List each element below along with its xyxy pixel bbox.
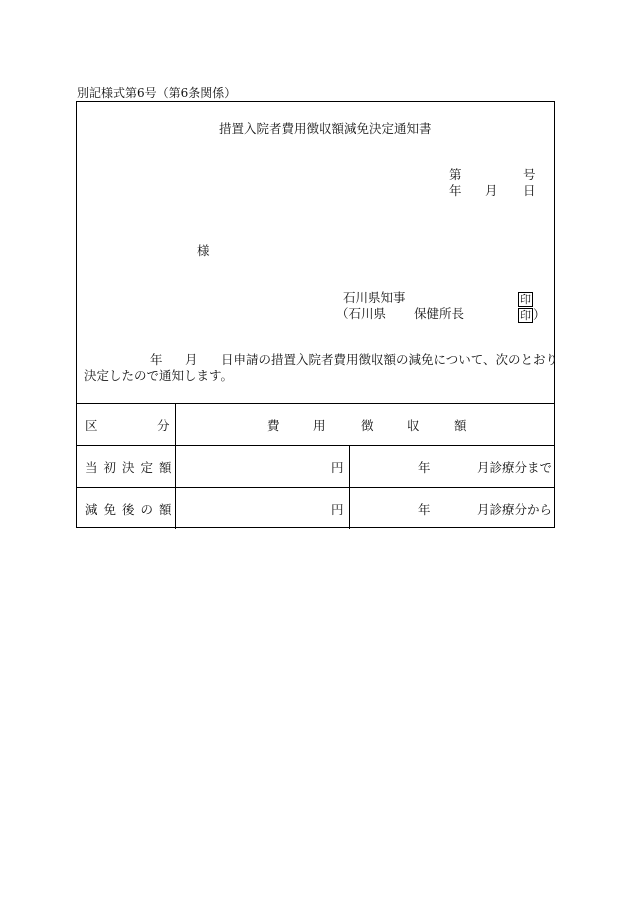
doc-number-dai: 第 xyxy=(449,167,462,182)
addressee-sama: 様 xyxy=(197,243,210,258)
row-label-initial: 当初決定額 xyxy=(85,460,178,475)
header-cost-4: 収 xyxy=(407,418,420,433)
header-cost-2: 用 xyxy=(313,418,326,433)
body-line1: 日申請の措置入院者費用徴収額の減免について、次のとおり xyxy=(221,352,559,367)
doc-number-go: 号 xyxy=(523,167,536,182)
header-kubun-2: 分 xyxy=(157,418,170,433)
row-yen-initial: 円 xyxy=(331,460,344,475)
header-cost-3: 徴 xyxy=(361,418,374,433)
issuer-governor: 石川県知事 xyxy=(343,290,406,305)
document-title: 措置入院者費用徴収額減免決定通知書 xyxy=(219,121,432,136)
row-period-reduced: 月診療分から xyxy=(477,502,553,517)
form-reference: 別記様式第6号（第6条関係） xyxy=(77,86,237,100)
body-year: 年 xyxy=(150,352,163,367)
date-day: 日 xyxy=(523,183,536,198)
issuer-office-close: 保健所長 xyxy=(414,306,465,321)
seal-1: 印 xyxy=(520,293,531,306)
row-year-reduced: 年 xyxy=(418,502,431,517)
header-cost-5: 額 xyxy=(454,418,467,433)
notice-frame xyxy=(76,101,559,528)
date-year: 年 xyxy=(449,183,462,198)
issuer-office-open: （石川県 xyxy=(336,306,387,321)
paren-close: ） xyxy=(533,307,546,322)
row-yen-reduced: 円 xyxy=(331,502,344,517)
body-line2: 決定したので通知します。 xyxy=(84,368,234,383)
header-cost-1: 費 xyxy=(267,418,280,433)
body-month: 月 xyxy=(185,352,198,367)
row-year-initial: 年 xyxy=(418,460,431,475)
table-col-divider-2 xyxy=(349,445,350,529)
date-month: 月 xyxy=(485,183,498,198)
table-top-border xyxy=(77,403,554,404)
seal-mark-2 xyxy=(518,304,546,323)
header-kubun-1: 区 xyxy=(85,418,98,433)
row-label-reduced: 減免後の額 xyxy=(85,502,178,517)
table-row-border-2 xyxy=(77,487,554,488)
table-row-border-1 xyxy=(77,445,554,446)
seal-2: 印 xyxy=(520,309,531,322)
row-period-initial: 月診療分まで xyxy=(477,460,553,475)
